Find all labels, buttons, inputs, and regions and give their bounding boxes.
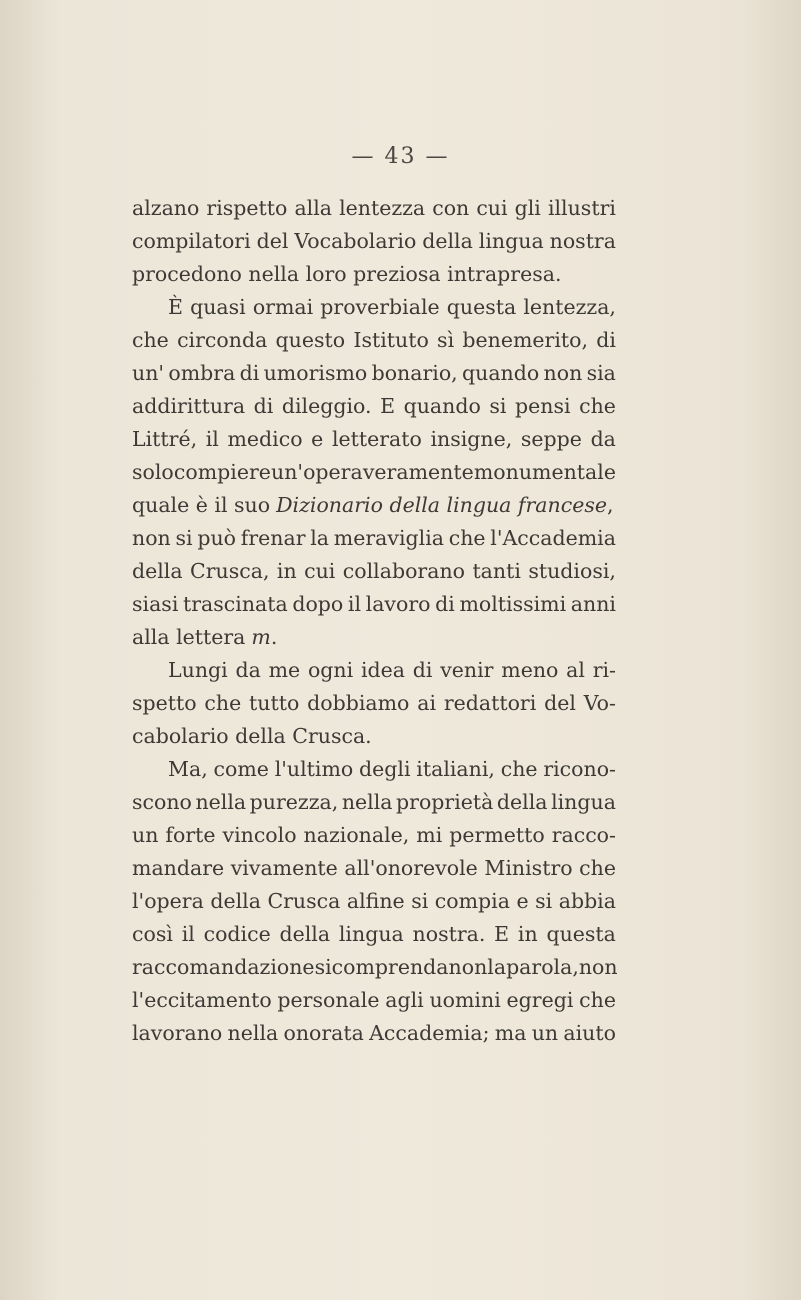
word: ricono- bbox=[543, 757, 616, 781]
word: spetto bbox=[132, 691, 197, 715]
word: di bbox=[435, 592, 455, 616]
word: agli bbox=[385, 988, 424, 1012]
word: idea bbox=[360, 658, 405, 682]
word: ogni bbox=[307, 658, 354, 682]
word: Littré, bbox=[132, 427, 198, 451]
word: dopo bbox=[292, 592, 344, 616]
word: tanti bbox=[472, 559, 521, 583]
word: uomini bbox=[429, 988, 501, 1012]
word: collaborano bbox=[342, 559, 465, 583]
word: cui bbox=[304, 559, 336, 583]
word: onorata bbox=[283, 1021, 364, 1045]
word: lingua bbox=[338, 922, 404, 946]
word: alzano bbox=[132, 196, 200, 220]
word: Crusca bbox=[267, 889, 341, 913]
word: nazionale, bbox=[303, 823, 410, 847]
word: Accademia; bbox=[369, 1021, 490, 1045]
word: meno bbox=[501, 658, 559, 682]
word: cui bbox=[476, 196, 508, 220]
word: moltissimi bbox=[459, 592, 567, 616]
word: sia bbox=[586, 361, 616, 385]
word: comprenda bbox=[331, 955, 449, 979]
word: Lungi bbox=[168, 658, 228, 682]
word: lingua bbox=[551, 790, 616, 814]
word: di bbox=[596, 328, 616, 352]
text-segment: , bbox=[607, 493, 614, 517]
word: permetto bbox=[449, 823, 545, 847]
word: si bbox=[314, 955, 332, 979]
word: proprietà bbox=[396, 790, 494, 814]
word: compilatori bbox=[132, 229, 251, 253]
text-segment: quale è il suo bbox=[132, 493, 271, 517]
word: si bbox=[489, 394, 507, 418]
word: l'ultimo bbox=[274, 757, 354, 781]
text-line bbox=[132, 456, 616, 489]
word: che bbox=[448, 526, 486, 550]
word: alfine bbox=[346, 889, 405, 913]
word: in bbox=[517, 922, 538, 946]
text-line bbox=[132, 192, 616, 225]
word: non bbox=[543, 361, 583, 385]
word: frenar bbox=[240, 526, 306, 550]
word: nostra. bbox=[412, 922, 486, 946]
text-line bbox=[132, 786, 616, 819]
word: si bbox=[535, 889, 553, 913]
word: dobbiamo bbox=[307, 691, 410, 715]
word: della bbox=[279, 922, 331, 946]
word: egregi bbox=[506, 988, 574, 1012]
text-line bbox=[132, 654, 616, 687]
word: bonario, bbox=[371, 361, 458, 385]
text-line bbox=[132, 324, 616, 357]
text-line bbox=[132, 1017, 616, 1050]
word: non bbox=[132, 526, 171, 550]
word: che bbox=[204, 691, 242, 715]
word: l'Accademia bbox=[490, 526, 616, 550]
word: e bbox=[311, 427, 324, 451]
word: del bbox=[256, 229, 289, 253]
word: ma bbox=[494, 1021, 527, 1045]
word: anni bbox=[570, 592, 616, 616]
word: codice bbox=[203, 922, 271, 946]
text-line bbox=[132, 555, 616, 588]
word: della bbox=[132, 559, 183, 583]
word: redattori bbox=[443, 691, 537, 715]
word: seppe bbox=[520, 427, 582, 451]
word: della bbox=[210, 889, 261, 913]
text-line bbox=[132, 621, 616, 654]
word: proverbiale bbox=[320, 295, 440, 319]
text-line bbox=[132, 753, 616, 786]
text-segment: . bbox=[270, 625, 278, 649]
word: ombra bbox=[168, 361, 236, 385]
word: all'onorevole bbox=[344, 856, 478, 880]
word: ri- bbox=[592, 658, 616, 682]
word: Ma, bbox=[168, 757, 208, 781]
word: E bbox=[380, 394, 396, 418]
word: trascinata bbox=[183, 592, 288, 616]
word: ormai bbox=[252, 295, 314, 319]
word: un'opera bbox=[271, 460, 363, 484]
word: così bbox=[132, 922, 173, 946]
word: un bbox=[531, 1021, 559, 1045]
word: che bbox=[579, 856, 616, 880]
word: questa bbox=[546, 922, 616, 946]
word: del bbox=[544, 691, 576, 715]
word: Istituto bbox=[353, 328, 429, 352]
word: me bbox=[268, 658, 301, 682]
word: illustri bbox=[547, 196, 616, 220]
word: gli bbox=[514, 196, 541, 220]
word: monumentale bbox=[473, 460, 616, 484]
word: compia bbox=[434, 889, 510, 913]
word: meraviglia bbox=[333, 526, 444, 550]
word: quando bbox=[403, 394, 481, 418]
word: nostra bbox=[549, 229, 616, 253]
text-line bbox=[132, 885, 616, 918]
word: lentezza, bbox=[523, 295, 616, 319]
word: sì bbox=[437, 328, 455, 352]
word: letterato bbox=[331, 427, 422, 451]
word: lingua bbox=[478, 229, 544, 253]
word: di bbox=[239, 361, 260, 385]
word: addirittura bbox=[132, 394, 246, 418]
word: siasi bbox=[132, 592, 179, 616]
word: il bbox=[347, 592, 362, 616]
word: come bbox=[213, 757, 269, 781]
text-line bbox=[132, 258, 616, 291]
word: può bbox=[197, 526, 236, 550]
word: da bbox=[590, 427, 616, 451]
word: solo bbox=[132, 460, 174, 484]
text-line bbox=[132, 819, 616, 852]
word: Ministro bbox=[484, 856, 573, 880]
word: mi bbox=[416, 823, 443, 847]
word: della bbox=[496, 790, 548, 814]
word: tutto bbox=[249, 691, 300, 715]
word: benemerito, bbox=[462, 328, 588, 352]
word: studiosi, bbox=[528, 559, 616, 583]
text-line bbox=[132, 852, 616, 885]
text-line bbox=[132, 423, 616, 456]
page-number: — 43 — bbox=[351, 144, 450, 169]
word: non bbox=[448, 955, 488, 979]
word: lavoro bbox=[365, 592, 431, 616]
word: medico bbox=[227, 427, 303, 451]
word: al bbox=[566, 658, 585, 682]
word: un bbox=[132, 823, 159, 847]
word: in bbox=[276, 559, 297, 583]
word: circonda bbox=[177, 328, 268, 352]
word: Vocabolario bbox=[294, 229, 417, 253]
word: della bbox=[422, 229, 473, 253]
text-line bbox=[132, 687, 616, 720]
text-segment: procedono nella loro preziosa intrapresa. bbox=[132, 262, 562, 286]
text-line bbox=[132, 984, 616, 1017]
word: di bbox=[253, 394, 274, 418]
word: racco- bbox=[551, 823, 616, 847]
word: alla bbox=[294, 196, 332, 220]
word: vincolo bbox=[222, 823, 297, 847]
word: purezza, bbox=[249, 790, 339, 814]
word: nella bbox=[195, 790, 247, 814]
word: la bbox=[487, 955, 507, 979]
word: veramente bbox=[362, 460, 474, 484]
word: Vo- bbox=[583, 691, 616, 715]
word: la bbox=[310, 526, 330, 550]
word: di bbox=[412, 658, 433, 682]
word: un' bbox=[132, 361, 165, 385]
word: l'eccitamento bbox=[132, 988, 272, 1012]
word: Crusca, bbox=[190, 559, 270, 583]
word: non bbox=[578, 955, 618, 979]
word: da bbox=[235, 658, 261, 682]
text-line bbox=[132, 225, 616, 258]
word: abbia bbox=[558, 889, 616, 913]
word: rispetto bbox=[206, 196, 288, 220]
word: lavorano bbox=[132, 1021, 223, 1045]
word: degli bbox=[359, 757, 411, 781]
text-line bbox=[132, 291, 616, 324]
word: si bbox=[175, 526, 193, 550]
word: umorismo bbox=[263, 361, 368, 385]
body-text bbox=[132, 192, 616, 1050]
word: e bbox=[516, 889, 529, 913]
word: personale bbox=[277, 988, 380, 1012]
word: nella bbox=[227, 1021, 279, 1045]
word: lentezza bbox=[339, 196, 426, 220]
word: raccomandazione bbox=[132, 955, 315, 979]
word: che bbox=[579, 988, 616, 1012]
word: con bbox=[432, 196, 470, 220]
book-title-italic: Dizionario della lingua francese bbox=[276, 493, 608, 517]
word: venir bbox=[440, 658, 494, 682]
word: nella bbox=[341, 790, 393, 814]
word: scono bbox=[132, 790, 192, 814]
word: compiere bbox=[173, 460, 271, 484]
word: che bbox=[132, 328, 169, 352]
text-line bbox=[132, 489, 616, 522]
word: questa bbox=[446, 295, 517, 319]
text-line bbox=[132, 357, 616, 390]
word: E bbox=[494, 922, 510, 946]
word: quasi bbox=[190, 295, 246, 319]
word: pensi bbox=[515, 394, 571, 418]
word: il bbox=[205, 427, 219, 451]
letter-italic: m bbox=[251, 625, 271, 649]
text-line bbox=[132, 720, 616, 753]
word: dileggio. bbox=[281, 394, 372, 418]
text-line bbox=[132, 522, 616, 555]
text-line bbox=[132, 951, 616, 984]
word: italiani, bbox=[416, 757, 495, 781]
text-segment: cabolario della Crusca. bbox=[132, 724, 372, 748]
word: l'opera bbox=[132, 889, 204, 913]
word: il bbox=[181, 922, 195, 946]
text-segment: alla lettera bbox=[132, 625, 246, 649]
word: ai bbox=[417, 691, 436, 715]
word: vivamente bbox=[230, 856, 338, 880]
word: È bbox=[168, 295, 183, 319]
word: parola, bbox=[506, 955, 579, 979]
word: che bbox=[579, 394, 616, 418]
text-line bbox=[132, 390, 616, 423]
text-line bbox=[132, 918, 616, 951]
word: questo bbox=[275, 328, 346, 352]
word: forte bbox=[165, 823, 216, 847]
text-line bbox=[132, 588, 616, 621]
word: aiuto bbox=[563, 1021, 616, 1045]
word: insigne, bbox=[430, 427, 513, 451]
word: si bbox=[411, 889, 429, 913]
word: che bbox=[500, 757, 538, 781]
word: quando bbox=[462, 361, 540, 385]
word: mandare bbox=[132, 856, 225, 880]
